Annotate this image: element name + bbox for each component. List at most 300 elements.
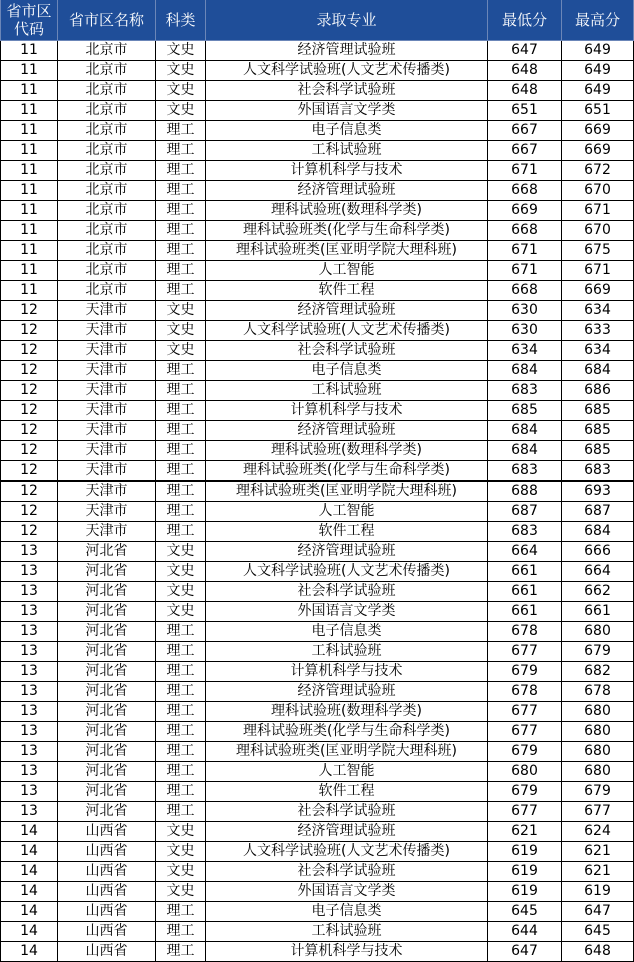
min-score-cell: 683 [488,522,562,542]
major-cell: 经济管理试验班 [206,682,488,702]
region-code-cell: 11 [1,81,58,101]
table-row [1,562,634,582]
min-score-cell: 647 [488,942,562,962]
table-row [1,321,634,341]
min-score-cell: 679 [488,742,562,762]
region-name-cell: 河北省 [58,742,156,762]
min-score-cell: 677 [488,702,562,722]
region-name-cell: 河北省 [58,582,156,602]
region-code-cell: 14 [1,902,58,922]
max-score-cell: 685 [562,441,634,461]
category-cell: 理工 [156,622,206,642]
max-score-cell: 680 [562,722,634,742]
region-code-cell: 12 [1,421,58,441]
region-name-cell: 北京市 [58,121,156,141]
category-cell: 理工 [156,682,206,702]
min-score-cell: 619 [488,842,562,862]
major-cell: 人工智能 [206,762,488,782]
major-cell: 经济管理试验班 [206,181,488,201]
category-cell: 文史 [156,101,206,121]
region-name-cell: 河北省 [58,602,156,622]
table-row [1,822,634,842]
major-cell: 外国语言文学类 [206,101,488,121]
major-cell: 人工智能 [206,502,488,522]
min-score-cell: 683 [488,461,562,482]
region-code-cell: 13 [1,562,58,582]
region-name-cell: 河北省 [58,622,156,642]
table-row [1,381,634,401]
region-name-cell: 山西省 [58,862,156,882]
min-score-cell: 664 [488,542,562,562]
region-code-cell: 11 [1,161,58,181]
category-cell: 理工 [156,522,206,542]
region-name-cell: 天津市 [58,401,156,421]
region-code-cell: 12 [1,502,58,522]
table-row [1,181,634,201]
min-score-cell: 671 [488,241,562,261]
min-score-cell: 668 [488,181,562,201]
table-row [1,461,634,482]
table-row [1,161,634,181]
region-code-cell: 12 [1,341,58,361]
major-cell: 理科试验班(数理科学类) [206,201,488,221]
major-cell: 经济管理试验班 [206,822,488,842]
table-row [1,281,634,301]
table-row [1,341,634,361]
max-score-cell: 693 [562,481,634,502]
table-row [1,361,634,381]
category-cell: 文史 [156,862,206,882]
major-cell: 理科试验班(数理科学类) [206,441,488,461]
table-row [1,261,634,281]
major-cell: 外国语言文学类 [206,602,488,622]
region-code-cell: 14 [1,882,58,902]
region-name-cell: 北京市 [58,141,156,161]
category-cell: 文史 [156,41,206,61]
min-score-cell: 661 [488,582,562,602]
min-score-cell: 668 [488,281,562,301]
region-name-cell: 北京市 [58,181,156,201]
major-cell: 经济管理试验班 [206,41,488,61]
major-cell: 社会科学试验班 [206,862,488,882]
region-name-cell: 河北省 [58,702,156,722]
table-row [1,201,634,221]
major-cell: 社会科学试验班 [206,81,488,101]
header-row [1,0,634,41]
region-code-cell: 14 [1,942,58,962]
min-score-cell: 630 [488,301,562,321]
table-row [1,642,634,662]
table-row [1,141,634,161]
category-cell: 理工 [156,942,206,962]
category-cell: 理工 [156,742,206,762]
min-score-cell: 667 [488,141,562,161]
max-score-cell: 661 [562,602,634,622]
max-score-cell: 671 [562,201,634,221]
region-code-cell: 12 [1,481,58,502]
min-score-cell: 671 [488,261,562,281]
region-name-cell: 北京市 [58,241,156,261]
region-name-cell: 天津市 [58,321,156,341]
region-name-cell: 天津市 [58,441,156,461]
region-code-cell: 13 [1,742,58,762]
category-cell: 文史 [156,301,206,321]
region-code-cell: 13 [1,782,58,802]
major-cell: 人文科学试验班(人文艺术传播类) [206,562,488,582]
region-name-cell: 河北省 [58,762,156,782]
table-row [1,522,634,542]
category-cell: 理工 [156,481,206,502]
max-score-cell: 675 [562,241,634,261]
header-region-code: 省市区 代码 [1,0,58,41]
max-score-cell: 649 [562,81,634,101]
max-score-cell: 672 [562,161,634,181]
region-code-cell: 11 [1,41,58,61]
max-score-cell: 633 [562,321,634,341]
major-cell: 经济管理试验班 [206,301,488,321]
min-score-cell: 678 [488,622,562,642]
region-code-cell: 14 [1,822,58,842]
header-min-score: 最低分 [488,0,562,41]
region-name-cell: 天津市 [58,361,156,381]
min-score-cell: 679 [488,662,562,682]
category-cell: 理工 [156,241,206,261]
category-cell: 理工 [156,461,206,482]
max-score-cell: 678 [562,682,634,702]
table-row [1,702,634,722]
major-cell: 理科试验班类(化学与生命科学类) [206,221,488,241]
major-cell: 理科试验班类(匡亚明学院大理科班) [206,742,488,762]
region-code-cell: 11 [1,61,58,81]
max-score-cell: 687 [562,502,634,522]
min-score-cell: 648 [488,61,562,81]
region-name-cell: 河北省 [58,662,156,682]
header-major: 录取专业 [206,0,488,41]
major-cell: 计算机科学与技术 [206,942,488,962]
table-row [1,542,634,562]
major-cell: 工科试验班 [206,141,488,161]
min-score-cell: 651 [488,101,562,121]
max-score-cell: 677 [562,802,634,822]
category-cell: 理工 [156,782,206,802]
region-code-cell: 11 [1,181,58,201]
region-name-cell: 山西省 [58,922,156,942]
table-row [1,301,634,321]
max-score-cell: 648 [562,942,634,962]
min-score-cell: 648 [488,81,562,101]
min-score-cell: 667 [488,121,562,141]
major-cell: 电子信息类 [206,622,488,642]
category-cell: 理工 [156,381,206,401]
category-cell: 理工 [156,922,206,942]
major-cell: 理科试验班类(化学与生命科学类) [206,722,488,742]
major-cell: 经济管理试验班 [206,542,488,562]
category-cell: 理工 [156,161,206,181]
max-score-cell: 679 [562,642,634,662]
category-cell: 理工 [156,361,206,381]
region-name-cell: 北京市 [58,81,156,101]
min-score-cell: 685 [488,401,562,421]
region-name-cell: 天津市 [58,381,156,401]
major-cell: 社会科学试验班 [206,582,488,602]
region-name-cell: 河北省 [58,782,156,802]
region-code-cell: 13 [1,722,58,742]
min-score-cell: 677 [488,802,562,822]
max-score-cell: 679 [562,782,634,802]
min-score-cell: 677 [488,722,562,742]
category-cell: 文史 [156,582,206,602]
min-score-cell: 630 [488,321,562,341]
category-cell: 文史 [156,882,206,902]
category-cell: 理工 [156,421,206,441]
region-code-cell: 11 [1,221,58,241]
header-max-score: 最高分 [562,0,634,41]
major-cell: 社会科学试验班 [206,802,488,822]
max-score-cell: 680 [562,622,634,642]
max-score-cell: 671 [562,261,634,281]
category-cell: 理工 [156,722,206,742]
table-row [1,942,634,962]
category-cell: 理工 [156,702,206,722]
major-cell: 工科试验班 [206,922,488,942]
region-name-cell: 北京市 [58,161,156,181]
category-cell: 文史 [156,81,206,101]
table-row [1,762,634,782]
table-row [1,101,634,121]
min-score-cell: 684 [488,421,562,441]
region-code-cell: 11 [1,261,58,281]
category-cell: 文史 [156,602,206,622]
major-cell: 经济管理试验班 [206,421,488,441]
min-score-cell: 684 [488,361,562,381]
region-name-cell: 河北省 [58,722,156,742]
min-score-cell: 668 [488,221,562,241]
region-name-cell: 天津市 [58,522,156,542]
max-score-cell: 685 [562,401,634,421]
region-code-cell: 11 [1,101,58,121]
table-row [1,902,634,922]
category-cell: 理工 [156,441,206,461]
region-name-cell: 天津市 [58,502,156,522]
region-name-cell: 河北省 [58,542,156,562]
region-code-cell: 12 [1,301,58,321]
major-cell: 软件工程 [206,281,488,301]
min-score-cell: 661 [488,602,562,622]
region-code-cell: 11 [1,141,58,161]
max-score-cell: 682 [562,662,634,682]
region-code-cell: 11 [1,281,58,301]
region-code-cell: 13 [1,702,58,722]
region-code-cell: 13 [1,542,58,562]
region-name-cell: 山西省 [58,822,156,842]
region-name-cell: 天津市 [58,421,156,441]
region-name-cell: 天津市 [58,461,156,482]
region-name-cell: 山西省 [58,942,156,962]
region-code-cell: 12 [1,441,58,461]
max-score-cell: 683 [562,461,634,482]
category-cell: 文史 [156,341,206,361]
min-score-cell: 677 [488,642,562,662]
max-score-cell: 670 [562,221,634,241]
category-cell: 文史 [156,822,206,842]
min-score-cell: 679 [488,782,562,802]
min-score-cell: 619 [488,862,562,882]
max-score-cell: 634 [562,301,634,321]
category-cell: 理工 [156,141,206,161]
table-row [1,842,634,862]
major-cell: 人文科学试验班(人文艺术传播类) [206,321,488,341]
major-cell: 理科试验班类(化学与生命科学类) [206,461,488,482]
major-cell: 人工智能 [206,261,488,281]
region-name-cell: 天津市 [58,481,156,502]
major-cell: 外国语言文学类 [206,882,488,902]
major-cell: 理科试验班类(匡亚明学院大理科班) [206,241,488,261]
region-code-cell: 12 [1,461,58,482]
min-score-cell: 619 [488,882,562,902]
category-cell: 文史 [156,61,206,81]
region-name-cell: 河北省 [58,642,156,662]
min-score-cell: 671 [488,161,562,181]
table-row [1,602,634,622]
min-score-cell: 621 [488,822,562,842]
major-cell: 计算机科学与技术 [206,662,488,682]
region-code-cell: 13 [1,682,58,702]
table-row [1,221,634,241]
table-body [1,41,634,962]
min-score-cell: 669 [488,201,562,221]
region-code-cell: 12 [1,522,58,542]
table-row [1,421,634,441]
max-score-cell: 647 [562,902,634,922]
min-score-cell: 644 [488,922,562,942]
min-score-cell: 680 [488,762,562,782]
major-cell: 人文科学试验班(人文艺术传播类) [206,842,488,862]
min-score-cell: 647 [488,41,562,61]
region-name-cell: 山西省 [58,902,156,922]
max-score-cell: 680 [562,742,634,762]
category-cell: 理工 [156,762,206,782]
max-score-cell: 621 [562,842,634,862]
region-code-cell: 13 [1,662,58,682]
max-score-cell: 680 [562,702,634,722]
region-name-cell: 山西省 [58,842,156,862]
table-row [1,121,634,141]
category-cell: 理工 [156,221,206,241]
category-cell: 文史 [156,321,206,341]
major-cell: 电子信息类 [206,121,488,141]
region-name-cell: 北京市 [58,61,156,81]
region-name-cell: 北京市 [58,101,156,121]
table-row [1,582,634,602]
max-score-cell: 651 [562,101,634,121]
region-code-cell: 12 [1,401,58,421]
max-score-cell: 666 [562,542,634,562]
category-cell: 理工 [156,201,206,221]
max-score-cell: 624 [562,822,634,842]
category-cell: 文史 [156,842,206,862]
region-code-cell: 12 [1,321,58,341]
major-cell: 工科试验班 [206,642,488,662]
region-code-cell: 13 [1,622,58,642]
min-score-cell: 678 [488,682,562,702]
region-code-cell: 13 [1,642,58,662]
max-score-cell: 649 [562,61,634,81]
major-cell: 社会科学试验班 [206,341,488,361]
region-code-cell: 14 [1,922,58,942]
major-cell: 理科试验班(数理科学类) [206,702,488,722]
category-cell: 理工 [156,401,206,421]
major-cell: 计算机科学与技术 [206,401,488,421]
category-cell: 理工 [156,261,206,281]
category-cell: 理工 [156,281,206,301]
table-row [1,481,634,502]
header-region-name: 省市区名称 [58,0,156,41]
max-score-cell: 619 [562,882,634,902]
region-name-cell: 天津市 [58,301,156,321]
table-row [1,41,634,61]
major-cell: 理科试验班类(匡亚明学院大理科班) [206,481,488,502]
region-code-cell: 14 [1,842,58,862]
max-score-cell: 680 [562,762,634,782]
major-cell: 工科试验班 [206,381,488,401]
min-score-cell: 645 [488,902,562,922]
table-row [1,401,634,421]
major-cell: 电子信息类 [206,361,488,381]
region-code-cell: 12 [1,381,58,401]
category-cell: 理工 [156,642,206,662]
category-cell: 理工 [156,662,206,682]
max-score-cell: 634 [562,341,634,361]
table-row [1,882,634,902]
region-name-cell: 北京市 [58,201,156,221]
min-score-cell: 687 [488,502,562,522]
region-name-cell: 河北省 [58,802,156,822]
region-name-cell: 北京市 [58,261,156,281]
region-code-cell: 13 [1,582,58,602]
table-row [1,441,634,461]
max-score-cell: 669 [562,121,634,141]
major-cell: 人文科学试验班(人文艺术传播类) [206,61,488,81]
category-cell: 理工 [156,121,206,141]
max-score-cell: 645 [562,922,634,942]
table-row [1,802,634,822]
min-score-cell: 688 [488,481,562,502]
max-score-cell: 684 [562,522,634,542]
region-code-cell: 11 [1,201,58,221]
max-score-cell: 686 [562,381,634,401]
max-score-cell: 662 [562,582,634,602]
max-score-cell: 669 [562,141,634,161]
table-row [1,622,634,642]
min-score-cell: 634 [488,341,562,361]
region-name-cell: 河北省 [58,562,156,582]
category-cell: 理工 [156,802,206,822]
table-row [1,862,634,882]
major-cell: 软件工程 [206,522,488,542]
major-cell: 软件工程 [206,782,488,802]
region-name-cell: 天津市 [58,341,156,361]
major-cell: 电子信息类 [206,902,488,922]
category-cell: 理工 [156,502,206,522]
header-category: 科类 [156,0,206,41]
max-score-cell: 649 [562,41,634,61]
table-row [1,61,634,81]
region-name-cell: 北京市 [58,281,156,301]
category-cell: 理工 [156,181,206,201]
region-name-cell: 山西省 [58,882,156,902]
table-row [1,782,634,802]
max-score-cell: 670 [562,181,634,201]
